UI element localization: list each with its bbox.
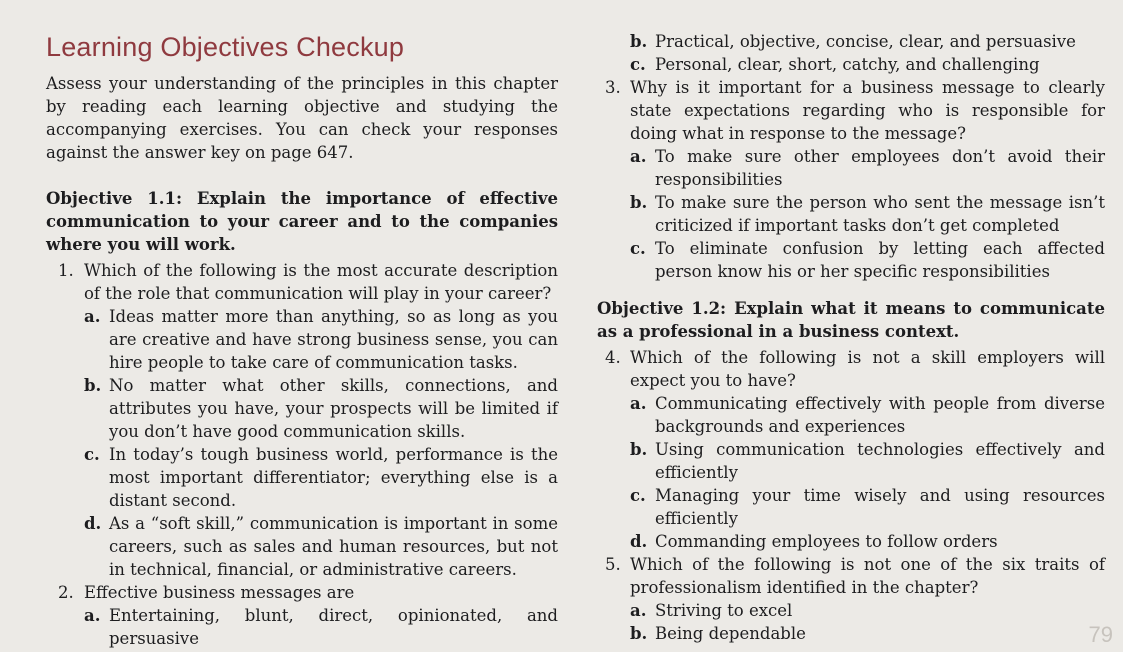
option-c: [630, 53, 1105, 76]
answer-options: [84, 305, 558, 581]
option-text: Being dependable: [655, 624, 806, 643]
option-text: Striving to excel: [655, 601, 793, 620]
option-letter: c.: [630, 55, 646, 74]
option-c: [630, 484, 1105, 530]
option-text: Using communication technologies effectively and efficiently: [655, 440, 1105, 482]
option-text: To make sure the person who sent the message isn’t criticized if important tasks don’t get completed: [655, 193, 1105, 235]
option-letter: c.: [84, 445, 100, 464]
question-2: [46, 581, 558, 650]
option-letter: b.: [630, 440, 648, 459]
option-letter: a.: [84, 606, 101, 625]
option-letter: d.: [84, 514, 102, 533]
question-2-continued: [597, 30, 1105, 76]
option-text: Personal, clear, short, catchy, and challenging: [655, 55, 1040, 74]
option-text: No matter what other skills, connections, and attributes you have, your prospects will be limited if you don’t have good communication skills.: [109, 376, 558, 441]
answer-options: [630, 599, 1105, 645]
option-text: To eliminate confusion by letting each affected person know his or her specific responsibilities: [655, 239, 1105, 281]
option-letter: a.: [630, 394, 647, 413]
option-text: Commanding employees to follow orders: [655, 532, 998, 551]
option-letter: c.: [630, 486, 646, 505]
answer-options: [630, 145, 1105, 283]
option-text: To make sure other employees don’t avoid their responsibilities: [655, 147, 1105, 189]
question-text: Which of the following is not one of the six traits of professionalism identified in the chapter?: [630, 555, 1105, 597]
question-text: Effective business messages are: [84, 583, 355, 602]
question-number: 3.: [605, 78, 621, 97]
question-5: [597, 553, 1105, 645]
option-letter: c.: [630, 239, 646, 258]
page-number: 79: [1088, 622, 1113, 647]
answer-options: [84, 604, 558, 650]
option-c: [630, 237, 1105, 283]
option-text: Managing your time wisely and using resources efficiently: [655, 486, 1105, 528]
question-4: [597, 346, 1105, 553]
option-a: [630, 392, 1105, 438]
option-letter: b.: [84, 376, 102, 395]
question-3: [597, 76, 1105, 283]
option-letter: a.: [84, 307, 101, 326]
option-a: [84, 604, 558, 650]
right-column: [597, 30, 1105, 645]
option-text: Entertaining, blunt, direct, opinionated, and persuasive: [109, 606, 558, 648]
option-d: [84, 512, 558, 581]
question-text: Which of the following is not a skill employers will expect you to have?: [630, 348, 1105, 390]
option-letter: b.: [630, 193, 648, 212]
answer-options: [630, 30, 1105, 76]
option-text: Communicating effectively with people from diverse backgrounds and experiences: [655, 394, 1105, 436]
objective-heading-1-1: Objective 1.1: Explain the importance of effective communication to your career and to the companies where you will work.: [46, 189, 558, 254]
option-letter: a.: [630, 147, 647, 166]
question-1: [46, 259, 558, 581]
objective-heading-1-2: Objective 1.2: Explain what it means to communicate as a professional in a business context.: [597, 299, 1105, 341]
page-title: Learning Objectives Checkup: [46, 32, 405, 62]
question-number: 5.: [605, 555, 621, 574]
option-letter: d.: [630, 532, 648, 551]
option-a: [84, 305, 558, 374]
option-b: [84, 374, 558, 443]
option-b: [630, 438, 1105, 484]
question-text: Why is it important for a business message to clearly state expectations regarding who is responsible for doing what in response to the message?: [630, 78, 1105, 143]
option-c: [84, 443, 558, 512]
intro-paragraph: Assess your understanding of the principles in this chapter by reading each learning objective and studying the accompanying exercises. You can check your responses against the answer key on page 647.: [46, 74, 558, 162]
option-d: [630, 530, 1105, 553]
option-letter: b.: [630, 32, 648, 51]
left-column: [46, 30, 558, 650]
option-a: [630, 599, 1105, 622]
option-letter: b.: [630, 624, 648, 643]
option-b: [630, 191, 1105, 237]
answer-options: [630, 392, 1105, 553]
option-b: [630, 30, 1105, 53]
option-letter: a.: [630, 601, 647, 620]
option-text: As a “soft skill,” communication is important in some careers, such as sales and human resources, but not in technical, financial, or administrative careers.: [109, 514, 558, 579]
option-text: In today’s tough business world, performance is the most important differentiator; everything else is a distant second.: [109, 445, 558, 510]
option-text: Ideas matter more than anything, so as long as you are creative and have strong business sense, you can hire people to take care of communication tasks.: [109, 307, 558, 372]
question-text: Which of the following is the most accurate description of the role that communication will play in your career?: [84, 261, 558, 303]
option-a: [630, 145, 1105, 191]
question-number: 2.: [58, 583, 74, 602]
question-number: 4.: [605, 348, 621, 367]
option-text: Practical, objective, concise, clear, and persuasive: [655, 32, 1076, 51]
option-b: [630, 622, 1105, 645]
question-number: 1.: [58, 261, 74, 280]
